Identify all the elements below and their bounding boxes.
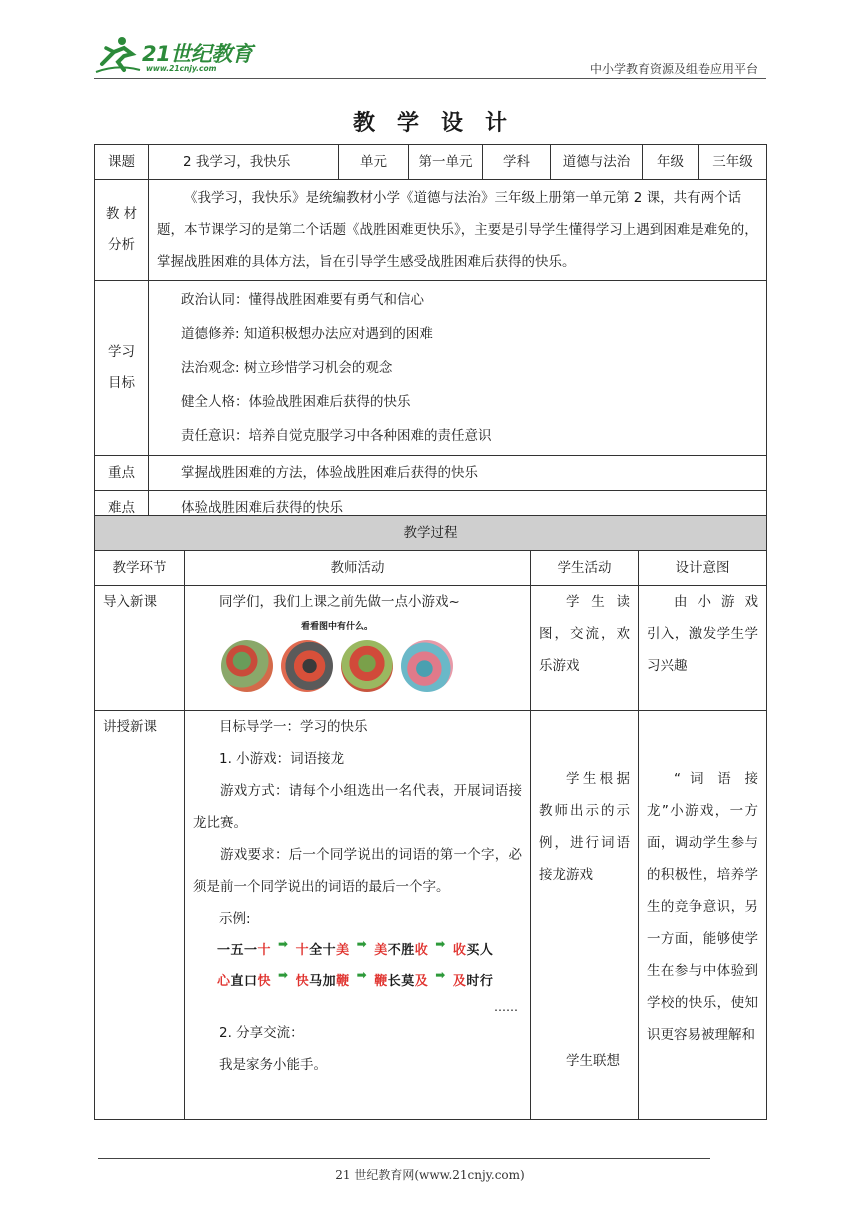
- intro-intent-text: 由 小 游 戏 引入，激发学生学习兴趣: [647, 594, 758, 674]
- chain-part: 长莫: [387, 974, 415, 989]
- grade-label: 年级: [643, 145, 699, 180]
- chain-part: 全十: [309, 943, 337, 958]
- table-row: [95, 586, 767, 711]
- process-title: 教学过程: [95, 516, 767, 551]
- color-dot-image: [281, 640, 333, 692]
- lecture-student-text-2: 学生联想: [566, 1053, 620, 1069]
- chain-part: 心: [217, 974, 231, 989]
- chain-word: [296, 943, 350, 958]
- image-caption: 看看图中有什么。: [301, 622, 374, 632]
- lecture-intent-text: “ 词 语 接 龙”小游戏，一方面，调动学生参与的积极性，培养学生的竞争意识，另一方面，能够使学生在参与中体验到学校的快乐，使知识更容易被理解和: [647, 771, 758, 1043]
- table-row: [95, 281, 767, 456]
- lecture-stage-text: 讲授新课: [103, 719, 157, 735]
- subject-value: 道德与法治: [551, 145, 643, 180]
- step-2: 2. 分享交流：: [219, 1025, 304, 1041]
- header-divider: [94, 78, 766, 79]
- header-teacher: 教师活动: [185, 551, 531, 586]
- intro-stage: [95, 586, 185, 711]
- table-row: [95, 180, 767, 281]
- chain-part: 鞭: [336, 974, 350, 989]
- chain-part: 快: [257, 974, 272, 989]
- chain-part: 及: [452, 974, 467, 989]
- intro-student: [531, 586, 639, 711]
- chain-part: 鞭: [374, 974, 388, 989]
- goal-item: 健全人格：体验战胜困难后获得的快乐: [181, 394, 411, 410]
- runner-logo-icon: [94, 34, 142, 74]
- color-dot-image: [341, 640, 393, 692]
- chain-part: 美: [374, 943, 388, 958]
- chain-part: 十: [257, 943, 272, 958]
- word-chain-row-2: [217, 966, 522, 997]
- table-row: [95, 456, 767, 491]
- table-row: [95, 516, 767, 551]
- lecture-intent: [639, 711, 767, 1120]
- analysis-text: 《我学习，我快乐》是统编教材小学《道德与法治》三年级上册第一单元第 2 课，共有两个话题，本节课学习的是第二个话题《战胜困难更快乐》，主要是引导学生懂得学习上遇到困难是难免的，掌握战胜困难的具体方法，旨在引导学生感受战胜困难后获得的快乐。: [149, 180, 767, 281]
- key-label: 重点: [95, 456, 149, 491]
- page-footer: 21 世纪教育网(www.21cnjy.com): [335, 1168, 525, 1182]
- difficulty-text: 体验战胜困难后获得的快乐: [149, 491, 767, 526]
- table-row: [95, 711, 767, 1120]
- chain-part: 十: [295, 943, 310, 958]
- goal-item: 道德修养: 知道积极想办法应对遇到的困难: [181, 326, 433, 342]
- table-row: [95, 551, 767, 586]
- arrow-right-icon: ➡: [356, 968, 368, 982]
- intro-teacher: [185, 586, 531, 711]
- color-blind-test-images: [221, 640, 522, 692]
- course-label: 课题: [95, 145, 149, 180]
- chain-part: 时行: [466, 974, 494, 989]
- ellipsis: ……: [494, 1000, 518, 1014]
- process-table: [94, 515, 767, 1120]
- chain-word: [453, 974, 494, 989]
- unit-value: 第一单元: [409, 145, 483, 180]
- platform-label: 中小学教育资源及组卷应用平台: [589, 62, 758, 76]
- chain-part: 收: [414, 943, 429, 958]
- color-dot-image: [401, 640, 453, 692]
- logo-text: 21世纪教育: [142, 42, 253, 66]
- intro-intent: [639, 586, 767, 711]
- goal-title: 目标导学一：学习的快乐: [219, 719, 368, 735]
- goal-item: 法治观念: 树立珍惜学习机会的观念: [181, 360, 393, 376]
- word-chain-row-1: [217, 935, 522, 966]
- goal-item: 政治认同：懂得战胜困难要有勇气和信心: [181, 292, 424, 308]
- chain-word: [374, 974, 428, 989]
- info-table: [94, 144, 767, 526]
- intro-teacher-text: 同学们，我们上课之前先做一点小游戏~: [219, 594, 460, 610]
- chain-word: [453, 943, 494, 958]
- unit-label: 单元: [339, 145, 409, 180]
- example-label: 示例:: [219, 911, 251, 927]
- header-stage: 教学环节: [95, 551, 185, 586]
- arrow-right-icon: ➡: [278, 937, 289, 951]
- difficulty-label: 难点: [95, 491, 149, 526]
- document-title: 教学设计: [352, 111, 529, 136]
- chain-part: 直口: [230, 974, 258, 989]
- chain-part: 买人: [466, 943, 494, 958]
- lecture-teacher: [185, 711, 531, 1120]
- lecture-stage: [95, 711, 185, 1120]
- chain-word: [296, 974, 350, 989]
- page-header: [94, 30, 766, 78]
- chain-part: 不胜: [387, 943, 415, 958]
- chain-part: 收: [452, 943, 467, 958]
- logo-url: www.21cnjy.com: [146, 64, 217, 73]
- share-text: 我是家务小能手。: [219, 1057, 327, 1073]
- intro-student-text: 学 生 读 图，交流，欢乐游戏: [539, 594, 630, 674]
- table-row: [95, 145, 767, 180]
- lecture-student: [531, 711, 639, 1120]
- chain-word: [217, 943, 271, 958]
- chain-part: 一五一: [217, 943, 258, 958]
- grade-value: 三年级: [699, 145, 767, 180]
- footer-divider: [98, 1158, 710, 1159]
- chain-word: [217, 974, 271, 989]
- game-method: 游戏方式：请每个小组选出一名代表，开展词语接龙比赛。: [193, 783, 522, 831]
- chain-part: 快: [295, 974, 310, 989]
- logo: [94, 34, 264, 74]
- arrow-right-icon: ➡: [278, 968, 289, 982]
- chain-word: [374, 943, 428, 958]
- header-intent: 设计意图: [639, 551, 767, 586]
- goal-item: 责任意识：培养自觉克服学习中各种困难的责任意识: [181, 428, 492, 444]
- chain-part: 马加: [309, 974, 337, 989]
- intro-stage-text: 导入新课: [103, 594, 157, 610]
- goals-label: 学习 目标: [95, 281, 149, 456]
- analysis-label: 教 材 分析: [95, 180, 149, 281]
- arrow-right-icon: ➡: [356, 937, 368, 951]
- arrow-right-icon: ➡: [435, 968, 446, 982]
- chain-part: 美: [336, 943, 350, 958]
- chain-part: 及: [414, 974, 429, 989]
- goals-list: [149, 281, 767, 456]
- lecture-student-text: 学生根据教师出示的示例，进行词语接龙游戏: [539, 771, 630, 883]
- game-rule: 游戏要求：后一个同学说出的词语的第一个字，必须是前一个同学说出的词语的最后一个字。: [193, 847, 522, 895]
- subject-label: 学科: [483, 145, 551, 180]
- arrow-right-icon: ➡: [435, 937, 446, 951]
- course-value: 2 我学习，我快乐: [149, 145, 339, 180]
- header-student: 学生活动: [531, 551, 639, 586]
- color-dot-image: [221, 640, 273, 692]
- key-text: 掌握战胜困难的方法，体验战胜困难后获得的快乐: [149, 456, 767, 491]
- step-1: 1. 小游戏：词语接龙: [219, 751, 345, 767]
